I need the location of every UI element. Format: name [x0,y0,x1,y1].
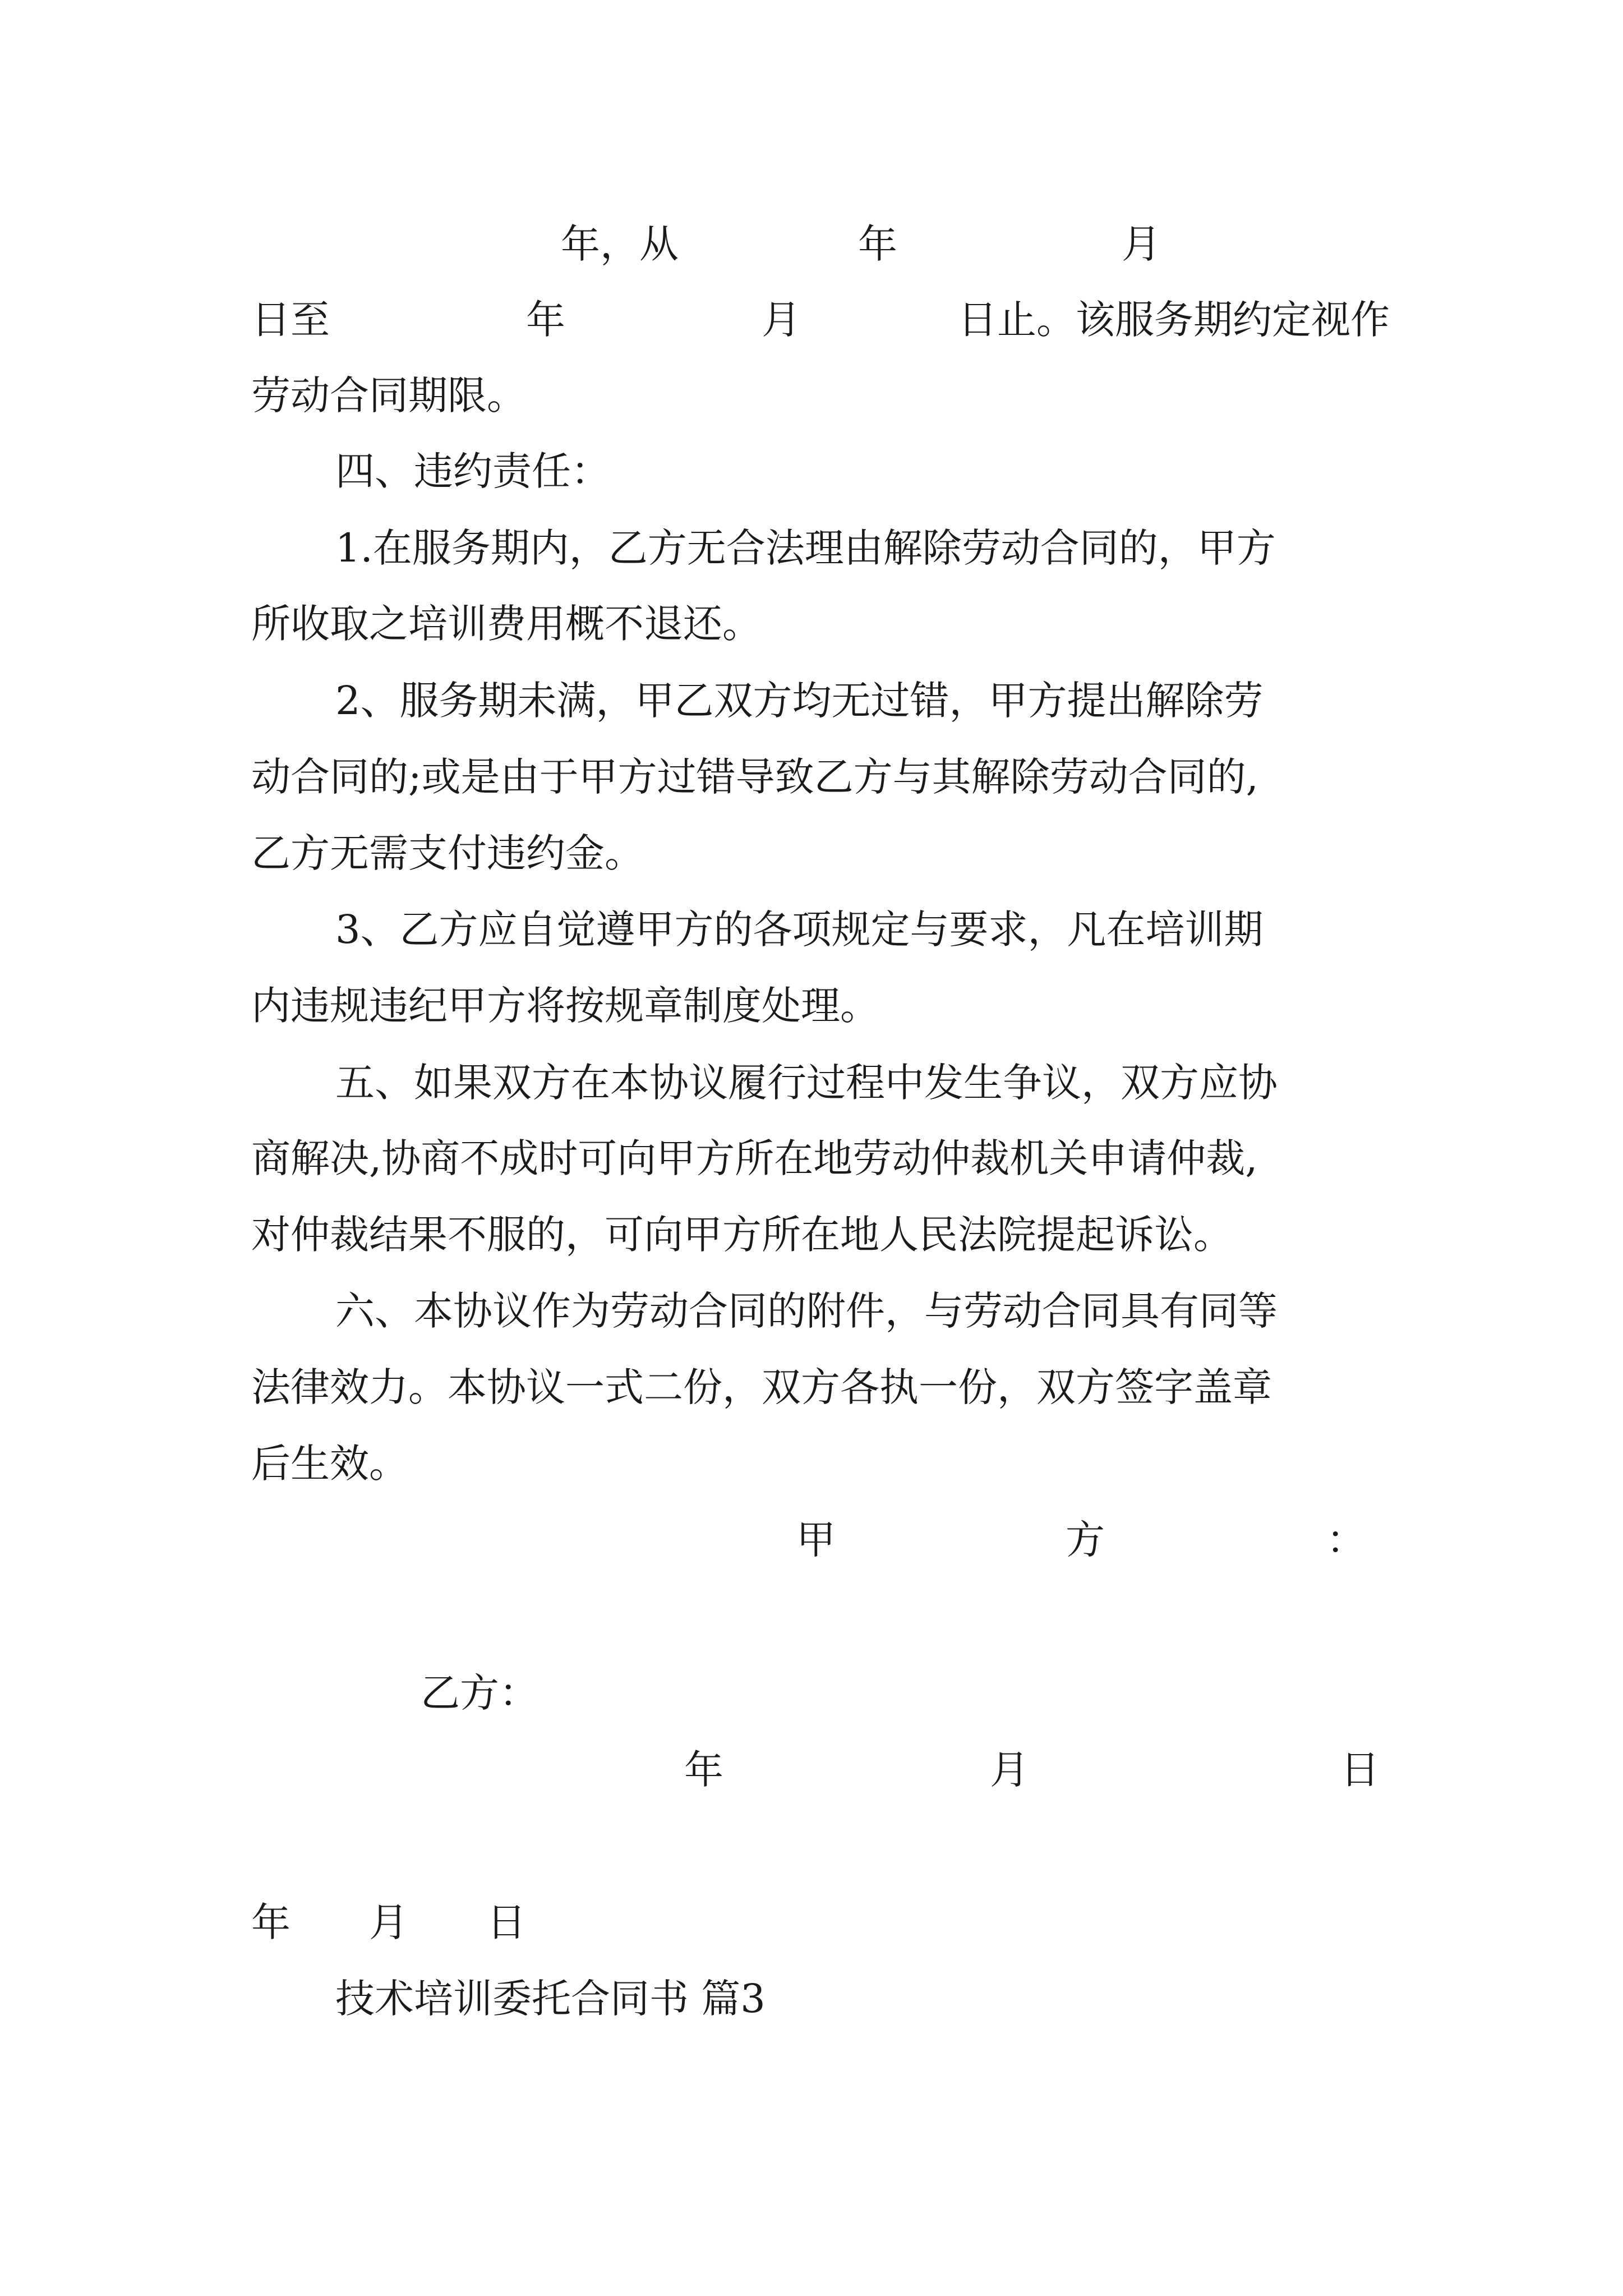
term-end-line: 日至 年 月 日止。该服务期约定视作 [251,297,1390,343]
party-a-label-char2: 方 [1066,1517,1105,1563]
term-year-from: 年，从 [561,221,679,267]
party-b-label: 乙方： [421,1670,538,1716]
next-section-title: 技术培训委托合同书 篇3 [335,1976,766,2022]
clause-4-1-line1: 1.在服务期内，乙方无合法理由解除劳动合同的，甲方 [335,525,1276,571]
section-5-line2: 商解决,协商不成时可向甲方所在地劳动仲裁机关申请仲裁, [251,1135,1258,1181]
date-a-day: 日 [1340,1747,1380,1793]
clause-4-2-line3: 乙方无需支付违约金。 [251,830,644,876]
clause-4-3-line2: 内违规违纪甲方将按规章制度处理。 [251,983,879,1029]
party-a-label-colon: ： [1326,1517,1366,1563]
term-start-year: 年 [858,221,897,267]
section-4-title: 四、违约责任： [335,448,610,494]
clause-4-2-line1: 2、服务期未满，甲乙双方均无过错，甲方提出解除劳 [335,678,1264,724]
date-a-month: 月 [990,1747,1029,1793]
section-6-line1: 六、本协议作为劳动合同的附件，与劳动合同具有同等 [335,1288,1278,1334]
clause-4-1-line2: 所收取之培训费用概不退还。 [251,601,762,647]
date-b: 年 月 日 [251,1899,526,1945]
section-5-line3: 对仲裁结果不服的，可向甲方所在地人民法院提起诉讼。 [251,1212,1233,1258]
party-a-label-char1: 甲 [796,1517,836,1563]
section-5-line1: 五、如果双方在本协议履行过程中发生争议，双方应协 [335,1060,1278,1106]
term-start-month: 月 [1122,221,1161,267]
term-end-tail: 劳动合同期限。 [251,372,526,418]
section-6-line3: 后生效。 [251,1441,408,1487]
clause-4-2-line2: 动合同的;或是由于甲方过错导致乙方与其解除劳动合同的, [251,754,1258,800]
date-a-year: 年 [684,1747,723,1793]
section-6-line2: 法律效力。本协议一式二份，双方各执一份，双方签字盖章 [251,1364,1272,1410]
clause-4-3-line1: 3、乙方应自觉遵甲方的各项规定与要求，凡在培训期 [335,907,1264,953]
